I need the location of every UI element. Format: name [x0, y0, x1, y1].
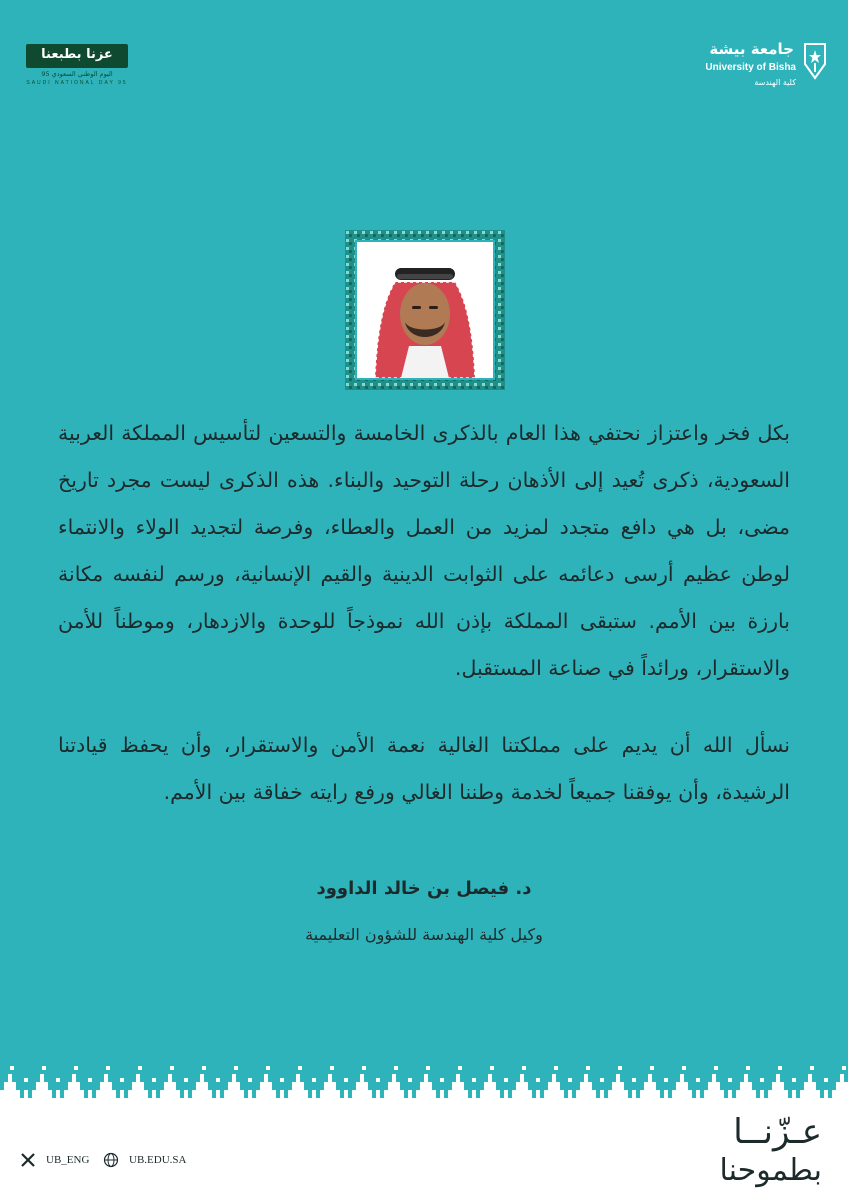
slogan-line-2: بطموحنا	[719, 1153, 822, 1188]
message-paragraph-1: بكل فخر واعتزاز نحتفي هذا العام بالذكرى الخامسة والتسعين لتأسيس المملكة العربية السعودية، ذكرى تُعيد إلى الأذهان رحلة التوحيد والبناء. هذه الذكرى ليست مجرد تاريخ مضى، بل هي دافع متجدد لمزيد من العمل والعطاء، وفرصة لتجديد الولاء والانتماء لوطن عظيم أرسى دعائمه على الثوابت الدينية والقيم الإنسانية، ورسم لنفسه مكانة بارزة بين الأمم. ستبقى المملكة بإذن الله نموذجاً للوحدة والازدهار، وموطناً للأمن والاستقرار، ورائداً في صناعة المستقبل.	[58, 421, 790, 680]
badge-main-text: عزنا بطبعنا	[41, 47, 113, 62]
university-name-ar: جامعة بيشة	[709, 40, 794, 58]
university-name-en: University of Bisha	[705, 62, 796, 73]
college-name: كلية الهندسة	[754, 78, 796, 87]
globe-icon	[103, 1152, 119, 1168]
slogan	[642, 1112, 822, 1192]
x-account-link[interactable]	[20, 1152, 89, 1168]
shield-crest-icon	[802, 42, 828, 80]
signer-name: د. فيصل بن خالد الداوود	[316, 878, 532, 899]
x-handle: UB_ENG	[46, 1154, 90, 1166]
portrait-photo	[357, 242, 493, 378]
badge-subtitle-en: SAUDI NATIONAL DAY 95	[26, 80, 128, 86]
badge-subtitle: اليوم الوطني السعودي 95	[41, 70, 113, 78]
website-link[interactable]	[103, 1152, 186, 1168]
slogan-line-1: عـزّنــا	[733, 1112, 822, 1152]
signer-title: وكيل كلية الهندسة للشؤون التعليمية	[305, 925, 543, 944]
message-paragraph-2: نسأل الله أن يديم على مملكتنا الغالية نعمة الأمن والاستقرار، وأن يحفظ قيادتنا الرشيدة، وأن يوفقنا جميعاً لخدمة وطننا الغالي ورفع رايته خفاقة بين الأمم.	[58, 733, 790, 804]
x-logo-icon	[20, 1152, 36, 1168]
website-url: UB.EDU.SA	[129, 1154, 187, 1166]
national-day-badge	[22, 44, 134, 90]
badge-box	[26, 44, 128, 68]
university-logo	[705, 40, 828, 96]
footer-pattern	[0, 1064, 848, 1104]
